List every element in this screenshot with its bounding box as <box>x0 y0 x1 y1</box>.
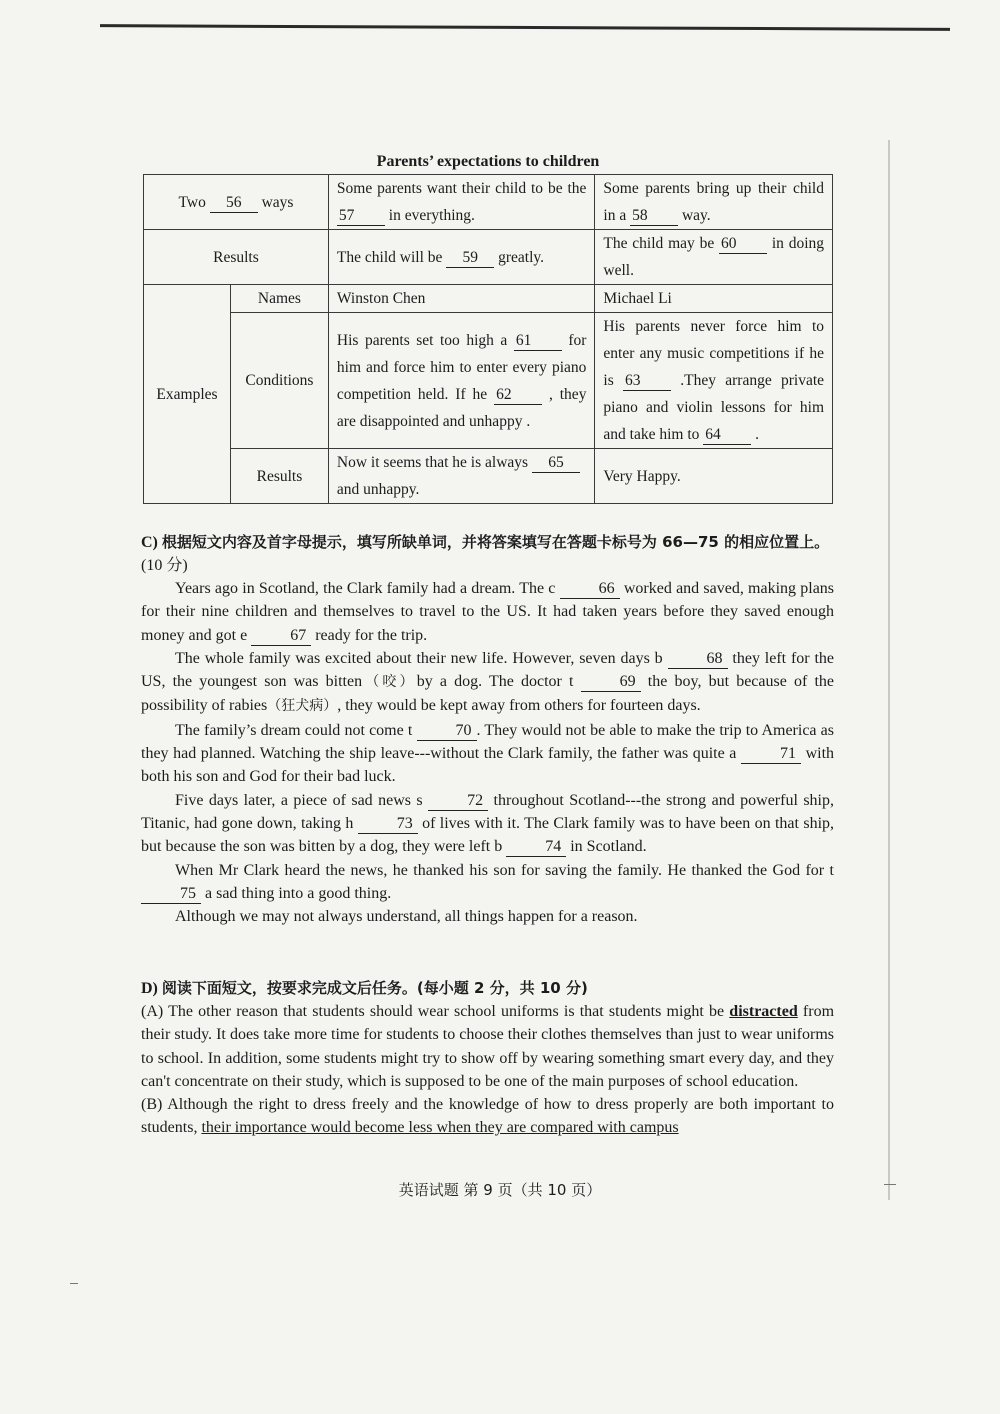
paragraph: Five days later, a piece of sad news s 72 throughout Scotland---the strong and powerful ship, Titanic, had gone down, taking h 73 of lives with it. The Clark family was to have been on that ship, but because the son was bitten by a dog, they were left b 74 in Scotland. <box>141 791 835 856</box>
results-label: Results <box>230 449 328 504</box>
cell-result-two: The child may be 60 in doing well. <box>595 230 833 285</box>
paragraph-b: (B) Although the right to dress freely and the knowledge of how to dress properly are both important to students, their importance would become less when they are compared with campus <box>141 1096 834 1137</box>
table-title: Parents’ expectations to children <box>376 153 600 170</box>
table-row <box>144 285 833 313</box>
underlined-word: distracted <box>729 1003 798 1020</box>
row-label-results: Results <box>144 230 329 285</box>
row-label-ways: Two 56 ways <box>144 175 329 230</box>
answer-blank-74[interactable]: 74 <box>506 838 566 857</box>
page-footer: 英语试题 第 9 页（共 10 页） <box>398 1181 602 1199</box>
condition-winston: His parents set too high a 61 for him and force him to enter every piano competition held. If he 62 , they are disappointed and unhappy . <box>328 313 594 449</box>
answer-blank-61[interactable]: 61 <box>514 332 562 351</box>
answer-blank-72[interactable]: 72 <box>428 792 488 811</box>
answer-blank-65[interactable]: 65 <box>532 454 580 473</box>
section-d-heading: D) 阅读下面短文，按要求完成文后任务。(每小题 2 分，共 10 分) <box>141 979 588 997</box>
expectations-table <box>143 174 833 504</box>
cell-way-one: Some parents want their child to be the 57 in everything. <box>328 175 594 230</box>
answer-blank-56[interactable]: 56 <box>210 194 258 213</box>
paragraph-a: (A) The other reason that students should wear school uniforms is that students might be distracted from their study. It does take more time for students to choose their clothes themselves than just to wear uniforms to school. In addition, some students might try to show off by wearing something smart every day, and they can't concentrate on their study, which is supposed to be one of the main purposes of school education. <box>141 1003 835 1090</box>
section-d <box>141 977 834 1140</box>
answer-blank-70[interactable]: 70 <box>417 722 477 741</box>
section-c <box>141 531 834 928</box>
table-row <box>144 230 833 285</box>
page-top-rule <box>100 24 950 31</box>
name-winston: Winston Chen <box>328 285 594 313</box>
answer-blank-63[interactable]: 63 <box>623 372 671 391</box>
conditions-label: Conditions <box>230 313 328 449</box>
table-row <box>144 313 833 449</box>
paragraph: When Mr Clark heard the news, he thanked his son for saving the family. He thanked the God for t 75 a sad thing into a good thing. <box>141 859 834 906</box>
answer-blank-62[interactable]: 62 <box>494 386 542 405</box>
answer-blank-71[interactable]: 71 <box>741 745 801 764</box>
answer-blank-57[interactable]: 57 <box>337 207 385 226</box>
table-row <box>144 175 833 230</box>
answer-blank-73[interactable]: 73 <box>358 815 418 834</box>
section-c-heading: C) 根据短文内容及首字母提示，填写所缺单词，并将答案填写在答题卡标号为 66—75 的相应位置上。(10 分) <box>141 533 830 574</box>
binding-margin-line <box>888 140 890 1200</box>
answer-blank-69[interactable]: 69 <box>581 673 641 692</box>
result-winston: Now it seems that he is always 65 and unhappy. <box>328 449 594 504</box>
answer-blank-75[interactable]: 75 <box>141 885 201 904</box>
table-row <box>144 449 833 504</box>
answer-blank-64[interactable]: 64 <box>703 426 751 445</box>
paragraph: The family’s dream could not come t 70 . They would not be able to make the trip to America as they had planned. Watching the ship leave---without the Clark family, the father was quite a 71 with both his son and God for their bad luck. <box>141 721 835 786</box>
underlined-sentence: their importance would become less when they are compared with campus <box>201 1119 679 1137</box>
answer-blank-66[interactable]: 66 <box>560 580 620 599</box>
answer-blank-67[interactable]: 67 <box>251 627 311 646</box>
paragraph: Years ago in Scotland, the Clark family had a dream. The c 66 worked and saved, making plans for their nine children and themselves to travel to the US. It had taken years before they saved enough money and got e 67 ready for the trip. <box>141 580 835 644</box>
cell-way-two: Some parents bring up their child in a 58 way. <box>595 175 833 230</box>
paragraph: The whole family was excited about their new life. However, seven days b 68 they left for the US, the youngest son was bitten（咬）by a dog. The doctor t 69 the boy, but because of the possibility of rabies（狂犬病）, they would be kept away from others for fourteen days. <box>141 649 835 715</box>
names-label: Names <box>230 285 328 313</box>
paragraph: Although we may not always understand, all things happen for a reason. <box>175 908 638 926</box>
examples-label: Examples <box>144 285 231 504</box>
answer-blank-59[interactable]: 59 <box>446 249 494 268</box>
cell-result-one: The child will be 59 greatly. <box>328 230 594 285</box>
condition-michael: His parents never force him to enter any music competitions if he is 63 .They arrange private piano and violin lessons for him and take him to 64 . <box>595 313 833 449</box>
scan-mark <box>70 1283 78 1284</box>
answer-blank-60[interactable]: 60 <box>719 235 767 254</box>
result-michael: Very Happy. <box>595 449 833 504</box>
answer-blank-68[interactable]: 68 <box>668 650 728 669</box>
name-michael: Michael Li <box>595 285 833 313</box>
answer-blank-58[interactable]: 58 <box>630 207 678 226</box>
